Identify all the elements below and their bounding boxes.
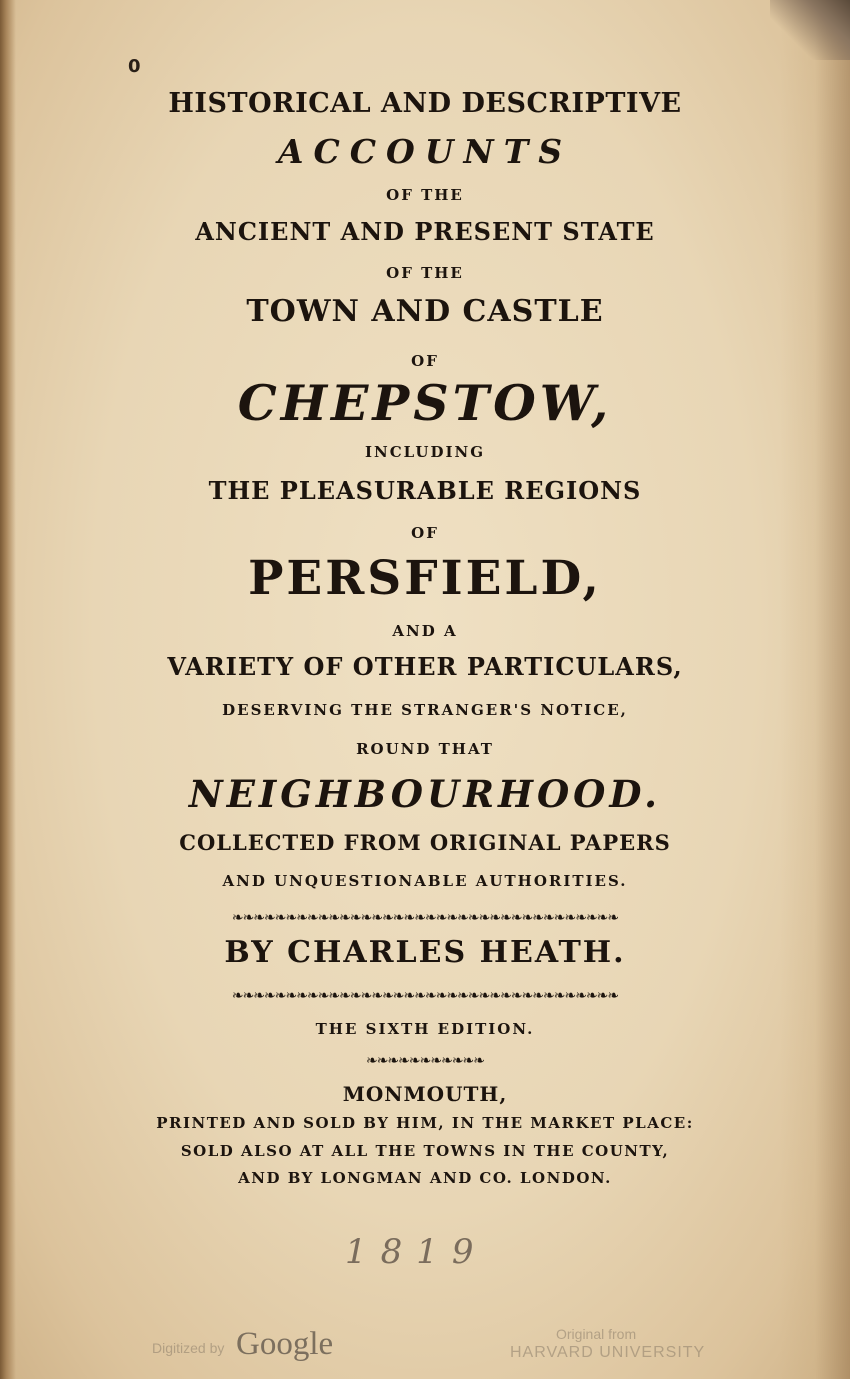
watermark-digitized: Digitized by: [152, 1340, 225, 1356]
google-logo: Google: [236, 1326, 334, 1362]
line-deserving: DESERVING THE STRANGER'S NOTICE,: [222, 701, 628, 719]
watermark-institution: HARVARD UNIVERSITY: [510, 1344, 706, 1361]
imprint-line-2: SOLD ALSO AT ALL THE TOWNS IN THE COUNTY,: [180, 1142, 670, 1160]
line-ancient: ANCIENT AND PRESENT STATE: [195, 217, 655, 246]
imprint-line-3: AND BY LONGMAN AND CO. LONDON.: [238, 1169, 612, 1187]
line-of-the-1: OF THE: [386, 186, 464, 204]
page-marker: 0: [128, 56, 141, 77]
author-line: BY CHARLES HEATH.: [224, 935, 626, 970]
line-collected: COLLECTED FROM ORIGINAL PAPERS: [179, 830, 671, 855]
ornament-rule-bottom: ❧❧❧❧❧❧❧❧❧❧❧❧❧❧❧❧❧❧❧❧❧❧❧❧❧❧❧❧❧❧❧❧❧❧❧❧: [231, 988, 619, 1004]
line-and-a: AND A: [392, 622, 458, 640]
line-neighbourhood: NEIGHBOURHOOD.: [188, 772, 662, 816]
title-line-1: HISTORICAL AND DESCRIPTIVE: [168, 88, 682, 119]
edition-line: THE SIXTH EDITION.: [315, 1020, 535, 1038]
line-of-the-2: OF THE: [386, 264, 464, 282]
line-pleasurable-regions: THE PLEASURABLE REGIONS: [208, 476, 642, 505]
line-of-1: OF: [411, 352, 439, 370]
ornament-rule-top: ❧❧❧❧❧❧❧❧❧❧❧❧❧❧❧❧❧❧❧❧❧❧❧❧❧❧❧❧❧❧❧❧❧❧❧❧: [231, 910, 619, 926]
imprint-place: MONMOUTH,: [342, 1082, 508, 1106]
page-corner-fold: [770, 0, 850, 60]
line-town-and-castle: TOWN AND CASTLE: [246, 294, 604, 329]
line-variety: VARIETY OF OTHER PARTICULARS,: [167, 652, 683, 681]
line-persfield: PERSFIELD,: [248, 551, 602, 606]
line-including: INCLUDING: [364, 443, 486, 461]
line-round-that: ROUND THAT: [356, 740, 494, 758]
ornament-rule-short: ❧❧❧❧❧❧❧❧❧❧❧: [365, 1053, 485, 1069]
imprint-line-1: PRINTED AND SOLD BY HIM, IN THE MARKET PLACE:: [156, 1114, 694, 1132]
watermark-original-from: Original from: [556, 1326, 637, 1342]
line-chepstow: CHEPSTOW,: [237, 374, 613, 432]
handwritten-year: 1819: [345, 1232, 488, 1272]
line-of-2: OF: [411, 524, 439, 542]
line-authorities: AND UNQUESTIONABLE AUTHORITIES.: [222, 872, 628, 890]
title-line-accounts: ACCOUNTS: [277, 132, 573, 171]
